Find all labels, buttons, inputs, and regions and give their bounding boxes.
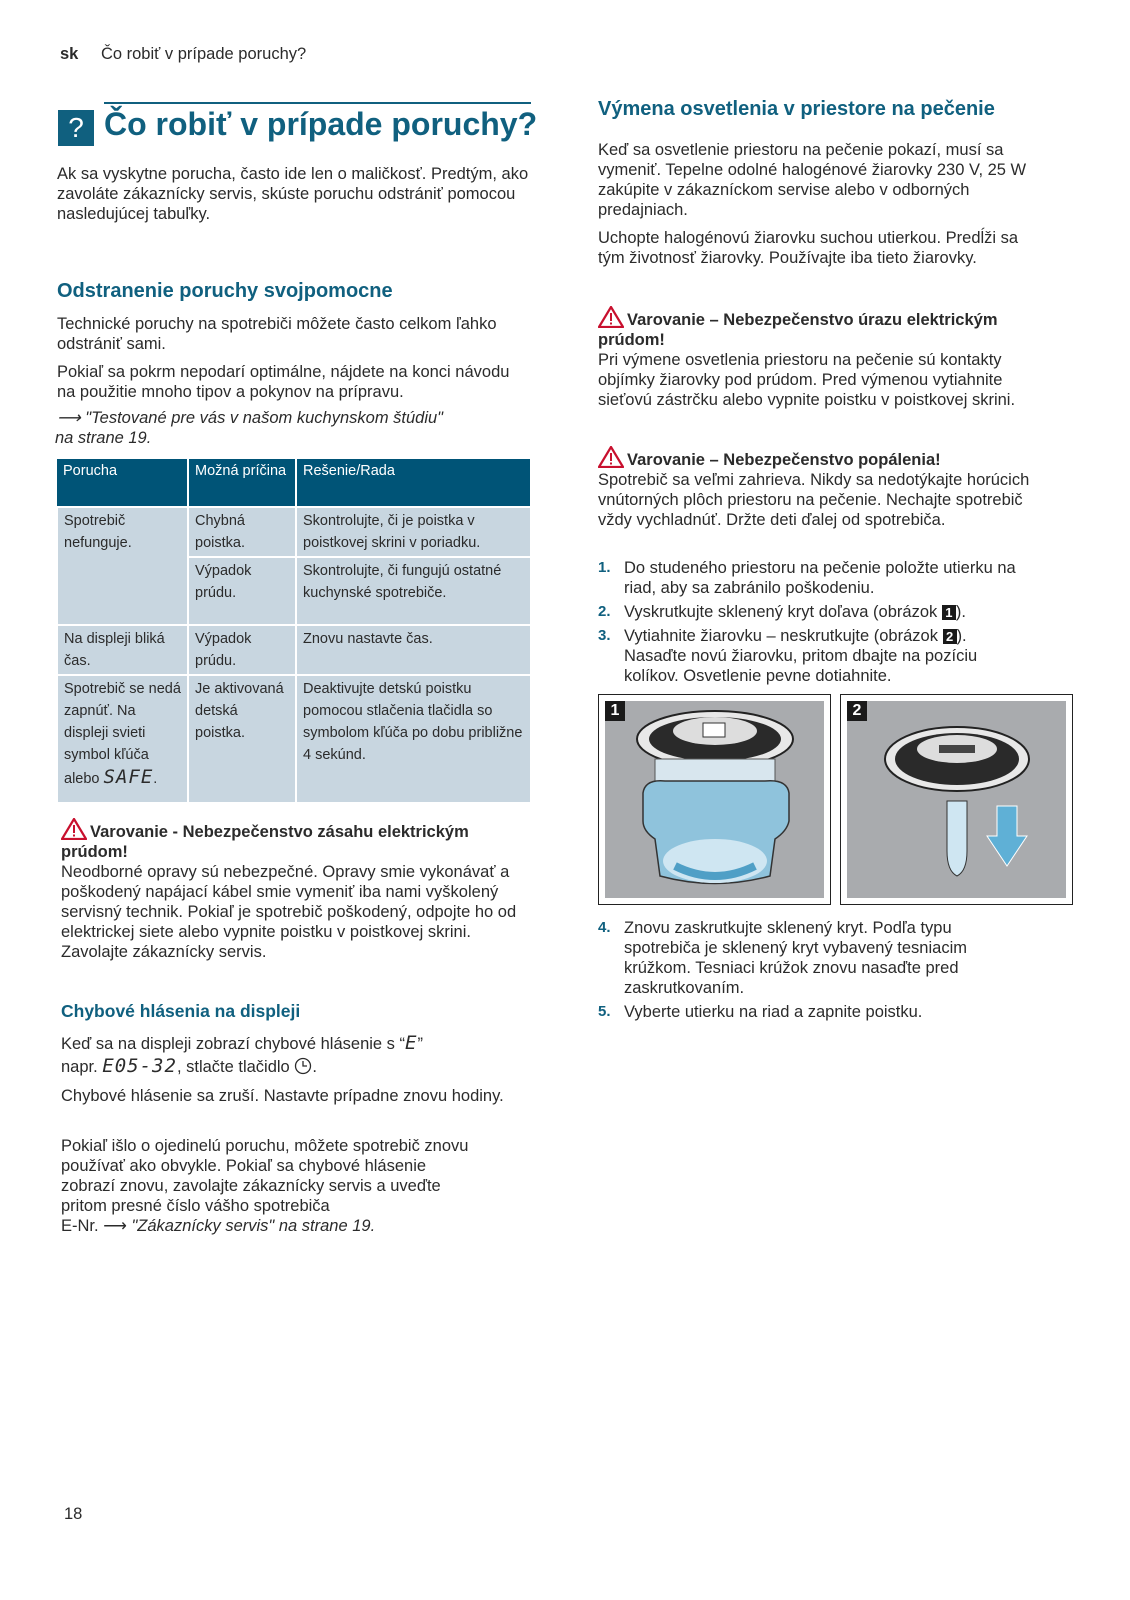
step-text: ). — [955, 603, 966, 621]
warning-electric-shock — [61, 818, 531, 962]
figure-number: 1 — [605, 701, 625, 721]
step-text: Vyberte utierku na riad a zapnite poistku. — [624, 1003, 923, 1021]
warning-title: Varovanie - Nebezpečenstvo zásahu elektrickým prúdom! — [61, 823, 469, 861]
warning-electric-injury — [598, 306, 1053, 410]
fault-cell: Spotrebič nefunguje. — [57, 507, 188, 625]
cause-cell: Výpadok prúdu. — [188, 557, 296, 625]
fault-cell: Na displeji bliká čas. — [57, 625, 188, 675]
page-title: Čo robiť v prípade poruchy? — [104, 106, 538, 142]
steps-list-b — [598, 918, 1018, 1026]
warning-icon — [598, 306, 624, 328]
figure-number: 2 — [847, 701, 867, 721]
column-header-solution: Rešenie/Rada — [296, 459, 531, 507]
running-title: Čo robiť v prípade poruchy? — [100, 45, 307, 63]
warning-text: Pri výmene osvetlenia priestoru na pečenie sú kontakty objímky žiarovky pod prúdom. Pred výmenou vytiahnite sieťovú zástrčku alebo vypnite poistku v poistkovej skrini. — [598, 351, 1016, 409]
steps-list-a — [598, 558, 1028, 690]
step-number: 2. — [598, 603, 611, 620]
step-text: Vytiahnite žiarovku – neskrutkujte (obrázok — [624, 627, 938, 645]
table-row — [57, 625, 531, 675]
page-number: 18 — [64, 1505, 83, 1523]
arrow-icon: ⟶ — [103, 1217, 127, 1235]
step-number: 4. — [598, 919, 611, 936]
step-text: Do studeného priestoru na pečenie položte utierku na riad, aby sa zabránilo poškodeniu. — [624, 559, 1016, 597]
error-p1: Keď sa na displeji zobrazí chybové hlásenie s “E” napr. E05-32, stlačte tlačidlo . — [61, 1032, 423, 1077]
e-symbol: E — [405, 1032, 418, 1054]
light-p1: Keď sa osvetlenie priestoru na pečenie pokazí, musí sa vymeniť. Tepelne odolné halogénové žiarovky 230 V, 25 W zakúpite v zákazníckom servise alebo v odborných predajniach. — [598, 141, 1027, 219]
column-header-cause: Možná príčina — [188, 459, 296, 507]
solution-cell: Znovu nastavte čas. — [296, 625, 531, 675]
lamp-cover-illustration — [605, 701, 824, 898]
warning-title: Varovanie – Nebezpečenstvo popálenia! — [627, 451, 941, 469]
warning-title: Varovanie – Nebezpečenstvo úrazu elektrickým prúdom! — [598, 311, 998, 349]
step-item — [598, 918, 1018, 998]
step-text: Vyskrutkujte sklenený kryt doľava (obrázok — [624, 603, 938, 621]
cause-cell: Výpadok prúdu. — [188, 625, 296, 675]
error-p2: Chybové hlásenie sa zruší. Nastavte prípadne znovu hodiny. — [61, 1087, 504, 1105]
language-code: sk — [60, 45, 79, 63]
step-number: 5. — [598, 1003, 611, 1020]
warning-text: Neodborné opravy sú nebezpečné. Opravy smie vykonávať a poškodený napájací kábel smie vymeniť iba nami vyškolený servisný technik. Pokiaľ je spotrebič poškodený, odpojte ho od elektrickej siete alebo vypnite poistku v poistkovej skrini. Zavolajte zákaznícky servis. — [61, 863, 517, 961]
self-repair-reference[interactable] — [55, 408, 455, 448]
cause-cell: Je aktivovaná detská poistka. — [188, 675, 296, 803]
fault-cell: Spotrebič se nedá zapnúť. Na displeji svieti symbol kľúča alebo SAFE. — [57, 675, 188, 803]
fault-table — [56, 459, 532, 804]
intro-paragraph: Ak sa vyskytne porucha, často ide len o maličkosť. Predtým, ako zavoláte zákaznícky servis, skúste poruchu odstrániť pomocou nasledujúcej tabuľky. — [57, 165, 529, 223]
step-item — [598, 602, 1028, 622]
step-number: 1. — [598, 559, 611, 576]
cause-cell: Chybná poistka. — [188, 507, 296, 557]
step-item — [598, 558, 1028, 598]
section-heading-light-replacement: Výmena osvetlenia v priestore na pečenie — [598, 98, 995, 120]
warning-icon — [61, 818, 87, 840]
service-reference-link[interactable]: "Zákaznícky servis" na strane 19. — [131, 1217, 376, 1235]
clock-icon — [294, 1057, 312, 1075]
figure-ref: 1 — [942, 605, 956, 620]
reference-link[interactable]: "Testované pre vás v našom kuchynskom štúdiu" na strane 19. — [55, 409, 444, 447]
solution-cell: Skontrolujte, či je poistka v poistkovej skrini v poriadku. — [296, 507, 531, 557]
question-icon: ? — [58, 110, 94, 146]
warning-burn — [598, 446, 1038, 530]
step-item — [598, 626, 1028, 686]
arrow-icon: ⟶ — [57, 409, 81, 427]
error-code-symbol: E05-32 — [102, 1055, 177, 1077]
column-header-fault: Porucha — [57, 459, 188, 507]
title-rule — [104, 102, 531, 104]
step-text: Znovu zaskrutkujte sklenený kryt. Podľa typu spotrebiča je sklenený kryt vybavený tesniacim krúžkom. Tesniaci krúžok znovu nasaďte pred zaskrutkovaním. — [624, 919, 967, 997]
self-repair-p1: Technické poruchy na spotrebiči môžete často celkom ľahko odstrániť sami. — [57, 315, 497, 353]
table-row — [57, 507, 531, 557]
running-header — [60, 44, 306, 64]
error-text: Pokiaľ išlo o ojedinelú poruchu, môžete spotrebič znovu používať ako obvykle. Pokiaľ sa chybové hlásenie zobrazí znovu, zavolajte zákaznícky servis a uveďte pritom presné číslo vášho spotrebiča — [61, 1137, 469, 1215]
warning-icon — [598, 446, 624, 468]
section-heading-self-repair: Odstranenie poruchy svojpomocne — [57, 280, 393, 302]
step-item — [598, 1002, 1018, 1022]
figure-2-pull-bulb — [840, 694, 1073, 905]
enr-label: E-Nr. — [61, 1217, 99, 1235]
step-number: 3. — [598, 627, 611, 644]
solution-cell: Skontrolujte, či fungujú ostatné kuchynské spotrebiče. — [296, 557, 531, 625]
step-text: ). Nasaďte novú žiarovku, pritom dbajte na pozíciu kolíkov. Osvetlenie pevne dotiahnite. — [624, 627, 978, 685]
solution-cell: Deaktivujte detskú poistku pomocou stlačenia tlačidla so symbolom kľúča po dobu približne 4 sekúnd. — [296, 675, 531, 803]
error-p3 — [61, 1136, 481, 1236]
error-text: napr. — [61, 1058, 98, 1076]
figure-1-unscrew-cover — [598, 694, 831, 905]
table-row — [57, 675, 531, 803]
light-p2: Uchopte halogénovú žiarovku suchou utierkou. Predĺži sa tým životnosť žiarovky. Používajte iba tieto žiarovky. — [598, 229, 1019, 267]
error-text: , stlačte tlačidlo — [176, 1058, 290, 1076]
fault-text: Spotrebič se nedá zapnúť. Na displeji svieti symbol kľúča alebo — [64, 681, 181, 787]
error-text: Keď sa na displeji zobrazí chybové hlásenie s — [61, 1035, 395, 1053]
self-repair-p2: Pokiaľ sa pokrm nepodarí optimálne, nájdete na konci návodu na použitie mnoho tipov a pokynov na prípravu. — [57, 363, 510, 401]
safe-symbol: SAFE — [103, 766, 154, 788]
section-heading-error-messages: Chybové hlásenia na displeji — [61, 1001, 301, 1021]
warning-text: Spotrebič sa veľmi zahrieva. Nikdy sa nedotýkajte horúcich vnútorných plôch priestoru na pečenie. Nechajte spotrebič vždy vychladnúť. Držte deti ďalej od spotrebiča. — [598, 471, 1030, 529]
figure-ref: 2 — [943, 629, 957, 644]
bulb-illustration — [847, 701, 1066, 898]
